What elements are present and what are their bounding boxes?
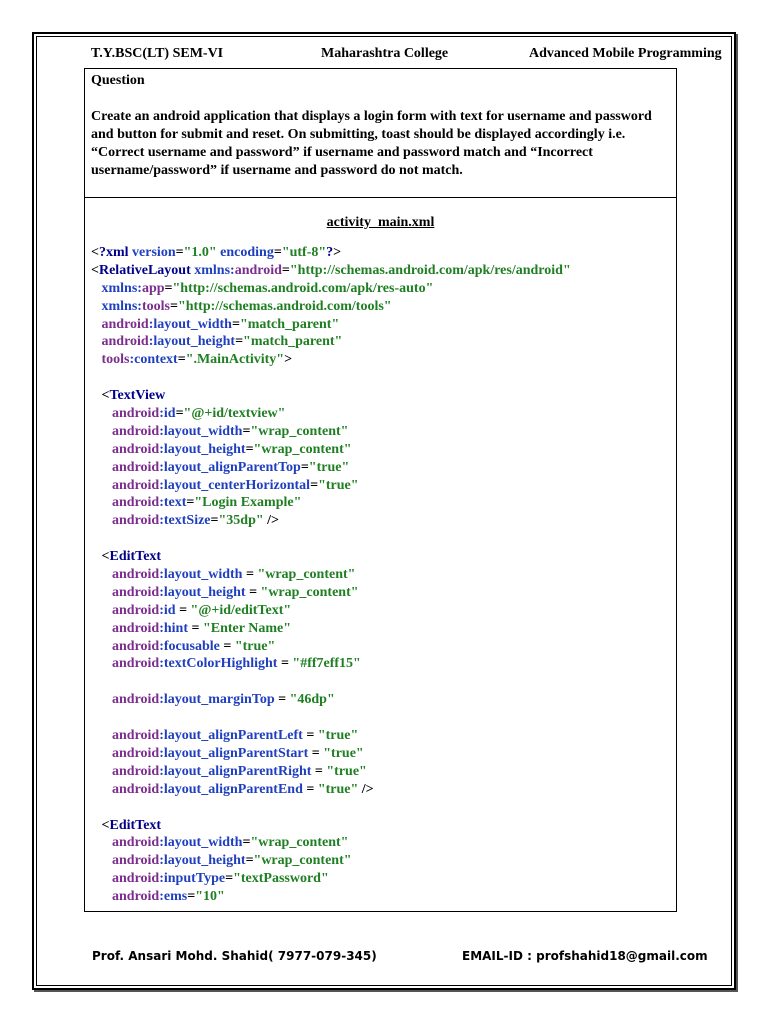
code-line [91,333,571,351]
code-token: android [112,638,160,654]
code-token: tools [101,352,130,368]
code-token [91,621,112,636]
question-text: Create an android application that displays a login form with text for username and password and button for submit and reset. On submitting, toast should be displayed accordingly i.e. “Correct username and password” if username and password match and “Incorrect username/password” if username and password do not match. [91,109,652,178]
code-token: = [273,245,282,260]
question-title: Question [91,73,145,88]
code-token: :hint [159,620,192,636]
code-token: :layout_height [159,584,250,600]
header-college: Maharashtra College [321,46,449,61]
code-line [91,477,571,495]
code-token: "true" [323,745,364,761]
code-line [91,387,571,405]
code-token: "match_parent" [243,334,343,350]
code-token: android [112,763,160,779]
footer-author: Prof. Ansari Mohd. Shahid( 7977-079-345) [92,949,377,963]
code-token: "wrap_content" [250,423,349,439]
code-token [91,871,112,886]
code-line [91,709,571,727]
code-token: < [91,549,110,565]
code-token: = [306,781,318,797]
code-token: android [112,406,160,422]
code-token: android [112,513,160,529]
code-token: :id [159,602,180,618]
code-token: android [112,656,160,672]
code-token: xmlns: [101,280,142,296]
code-token [91,603,112,618]
code-token [91,746,112,761]
code-token: xmlns: [101,298,142,314]
code-token [91,334,102,349]
code-line [91,423,571,441]
code-line [91,799,571,817]
code-token: < [91,245,99,260]
code-token: = [280,656,293,672]
code-token: :ems [159,889,188,905]
code-token: :layout_alignParentLeft [159,728,307,744]
code-token: > [333,245,342,260]
code-token: = [235,334,244,350]
code-token [91,478,112,493]
code-token: = [169,298,178,314]
code-token: "wrap_content" [257,567,356,583]
code-token: :textSize [159,513,211,529]
code-token: "35dp" [218,513,264,529]
file-title: activity_main.xml [326,215,435,230]
code-token [91,853,112,868]
code-line [91,727,571,745]
code-token: :layout_width [159,423,243,439]
code-token: = [225,871,234,887]
code-token: "@+id/editText" [190,602,292,618]
code-token: ? [326,245,334,260]
code-line [91,763,571,781]
code-token [91,424,112,439]
code-token: "wrap_content" [253,853,352,869]
code-token: = [175,245,184,260]
code-token: RelativeLayout [98,262,195,278]
code-line [91,459,571,477]
code-token: app [141,280,165,296]
code-token: version [132,245,176,260]
code-token: android [112,495,160,511]
code-token: :focusable [159,638,224,654]
code-token: android [112,692,160,708]
code-token [91,352,102,367]
header-subject: Advanced Mobile Programming [529,46,722,61]
code-line [91,316,571,334]
code-token: > [284,352,293,368]
code-token: < [91,817,110,833]
code-token: "@+id/textview" [183,406,286,422]
code-token: = [164,280,173,296]
code-token [91,495,112,510]
footer-email: EMAIL-ID : profshahid18@gmail.com [462,949,708,963]
code-token: xmlns: [194,262,235,278]
code-token [91,317,102,332]
code-token: "Enter Name" [203,620,291,636]
code-token: "textPassword" [233,871,329,887]
code-token: android [112,423,160,439]
code-token: "true" [317,781,359,797]
code-token [91,835,112,850]
code-token: = [242,835,251,851]
code-token: :layout_width [159,567,246,583]
header-course: T.Y.BSC(LT) SEM-VI [91,46,224,61]
code-token [91,567,112,582]
code-token: :layout_marginTop [159,692,279,708]
code-token: encoding [220,245,274,260]
code-token: = [191,620,203,636]
code-token: android [112,889,160,905]
code-token: "10" [195,889,225,905]
code-token: = [210,513,219,529]
code-line [91,298,571,316]
code-token: "true" [326,763,367,779]
code-token: EditText [109,817,162,833]
code-token: android [112,745,160,761]
code-line [91,638,571,656]
code-line [91,512,571,530]
code-token: "http://schemas.android.com/apk/res/android" [289,262,571,278]
code-token: "http://schemas.android.com/apk/res-auto" [172,280,434,296]
code-line [91,834,571,852]
code-token: :layout_alignParentStart [159,745,312,761]
code-line [91,369,571,387]
code-line [91,870,571,888]
code-token [91,656,112,671]
code-token [91,889,112,904]
code-token [91,460,112,475]
code-line [91,351,571,369]
code-token: :layout_width [159,835,243,851]
code-token: = [300,459,309,475]
code-token: android [112,835,160,851]
code-line [91,817,571,835]
code-token: = [281,262,290,278]
code-line [91,602,571,620]
code-token: "match_parent" [239,316,340,332]
code-token: "#ff7eff15" [292,656,361,672]
code-line [91,673,571,691]
code-line [91,494,571,512]
code-token: "46dp" [289,692,335,708]
code-line [91,548,571,566]
code-token: android [234,262,282,278]
code-token: android [112,871,160,887]
code-token: = [242,423,251,439]
code-token: < [91,388,110,404]
code-token: android [101,316,149,332]
code-token: = [278,692,290,708]
code-token: :layout_height [159,441,246,457]
code-token: android [112,853,160,869]
code-token: EditText [109,549,162,565]
code-token: "Login Example" [194,495,302,511]
code-line [91,441,571,459]
code-line [91,280,571,298]
code-token: android [112,728,160,744]
code-token: android [112,620,160,636]
code-token: = [249,584,261,600]
code-token: = [306,728,318,744]
code-line [91,888,571,906]
code-line [91,530,571,548]
code-token: android [112,602,160,618]
code-line [91,620,571,638]
code-token [91,281,102,296]
code-token: = [175,406,184,422]
code-line [91,655,571,673]
code-token: :layout_alignParentRight [159,763,315,779]
page-header [0,46,768,66]
code-token [91,585,112,600]
code-line [91,262,571,280]
code-token: "1.0" [183,245,221,260]
code-token: android [112,781,160,797]
code-token: :layout_centerHorizontal [159,477,311,493]
question-box [84,68,677,198]
code-token: TextView [109,388,166,404]
code-token: = [314,763,327,779]
code-token: = [245,567,258,583]
code-token: android [112,584,160,600]
code-token: = [245,441,254,457]
code-token: :layout_alignParentEnd [159,781,307,797]
code-token: = [310,477,319,493]
code-token: "true" [318,477,359,493]
code-token: = [245,853,254,869]
code-token: /> [358,781,374,797]
code-line [91,691,571,709]
code-token: "http://schemas.android.com/tools" [177,298,392,314]
code-token: = [311,745,324,761]
code-token: "true" [234,638,276,654]
code-token: "true" [308,459,350,475]
code-token: "utf-8" [281,245,327,260]
code-token: = [223,638,235,654]
code-token: android [112,441,160,457]
code-token: "true" [317,728,359,744]
code-token: :id [159,406,176,422]
code-line [91,781,571,799]
code-line [91,852,571,870]
code-token: :context [129,352,178,368]
code-token [91,764,112,779]
code-token: < [91,262,99,278]
code-token [91,299,102,314]
code-line [91,584,571,602]
code-token: :textColorHighlight [159,656,281,672]
code-token: :inputType [159,871,226,887]
code-token: = [179,602,191,618]
code-token: :text [159,495,187,511]
code-token: = [187,889,196,905]
code-token [91,728,112,743]
code-token: android [112,477,160,493]
code-line [91,405,571,423]
code-line [91,745,571,763]
code-token [91,406,112,421]
code-token: ?xml [98,245,133,260]
code-token: "wrap_content" [253,441,352,457]
code-token: :layout_width [148,316,232,332]
code-token: "wrap_content" [250,835,349,851]
code-token: :layout_height [148,334,236,350]
code-token: android [112,459,160,475]
code-token: = [186,495,195,511]
code-token: ".MainActivity" [185,352,285,368]
code-line [91,566,571,584]
code-token: = [231,316,240,332]
code-token [91,513,112,528]
code-token: android [101,334,149,350]
code-token [91,692,112,707]
code-token: android [112,567,160,583]
code-box [84,197,677,912]
code-token [91,639,112,654]
code-token: tools [141,298,170,314]
code-line [91,244,571,262]
code-token: /> [263,513,280,529]
code-token: = [177,352,186,368]
code-token: :layout_height [159,853,246,869]
code-token [91,782,112,797]
code-token [91,442,112,457]
code-listing [91,244,571,906]
code-token: :layout_alignParentTop [159,459,301,475]
code-token: "wrap_content" [260,584,359,600]
